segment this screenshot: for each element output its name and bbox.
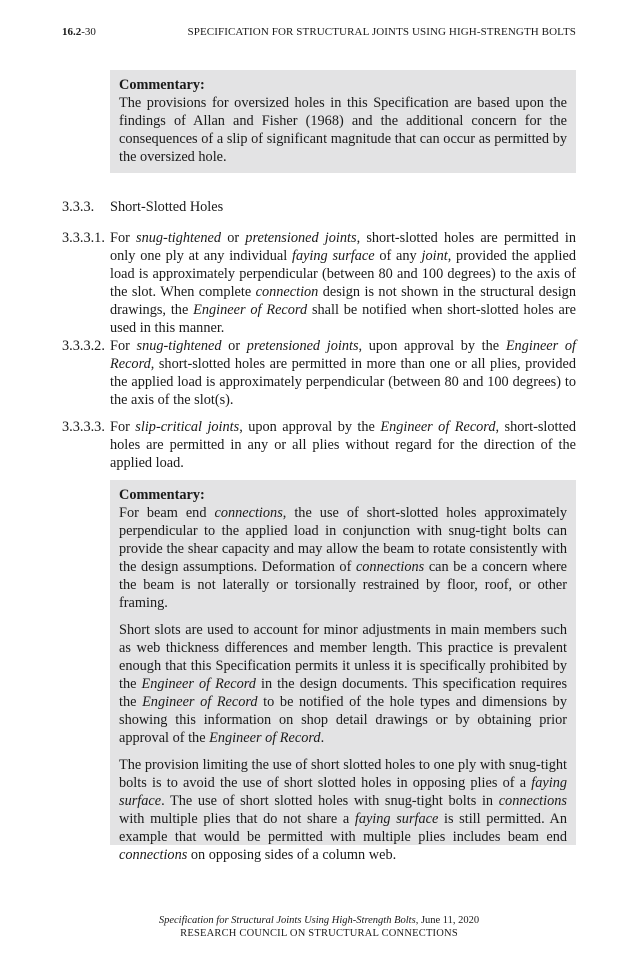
section-3-3-3-3 — [62, 418, 576, 472]
section-body: For snug-tightened or pretensioned joints, upon approval by the Engineer of Record, short-slotted holes are permitted in more than one or all plies, provided the applied load is approximately perpendicular (between 80 and 100 degrees) to the axis of the slot(s). — [110, 338, 577, 408]
section-number: 3.3.3.3. — [62, 419, 105, 435]
page-footer — [0, 914, 638, 940]
section-3-3-3-1 — [62, 229, 576, 337]
section-number: 3.3.3.2. — [62, 338, 105, 354]
page-header — [62, 26, 576, 40]
commentary-title: Commentary: — [119, 487, 205, 503]
section-body: For slip-critical joints, upon approval by the Engineer of Record, short-slotted holes are permitted in any or all plies without regard for the direction of the applied load. — [110, 419, 576, 471]
section-title: Short-Slotted Holes — [110, 199, 224, 215]
commentary-paragraph: The provisions for oversized holes in this Specification are based upon the findings of Allan and Fisher (1968) and the additional concern for the consequences of a slip of significant magnitude that can occur as permitted by the oversized hole. — [119, 95, 567, 165]
section-body: For snug-tightened or pretensioned joints, short-slotted holes are permitted in only one ply at any individual faying surface of any joint, provided the applied load is approximately perpendicular (between 80 and 100 degrees) to the axis of the slot. When complete connection design is not shown in the structural design drawings, the Engineer of Record shall be notified when short-slotted holes are used in this manner. — [110, 230, 577, 336]
footer-citation: Specification for Structural Joints Using High-Strength Bolts, June 11, 2020 — [158, 915, 480, 926]
running-title: SPECIFICATION FOR STRUCTURAL JOINTS USING HIGH-STRENGTH BOLTS — [187, 26, 576, 38]
commentary-paragraph: The provision limiting the use of short slotted holes to one ply with snug-tight bolts is to avoid the use of short slotted holes in opposing plies of a faying surface. The use of short slotted holes with snug-tight bolts in connections with multiple plies that do not share a faying surface is still permitted. An example that would be permitted with multiple plies includes beam end connections on opposing sides of a column web. — [119, 757, 567, 863]
section-number: 3.3.3.1. — [62, 230, 105, 246]
section-3-3-3-2 — [62, 337, 576, 409]
footer-publisher: RESEARCH COUNCIL ON STRUCTURAL CONNECTIONS — [180, 928, 458, 939]
section-number: 3.3.3. — [62, 199, 95, 215]
commentary-box-oversized — [110, 70, 576, 173]
page-number: 16.2-30 — [62, 26, 96, 38]
commentary-paragraph: Short slots are used to account for minor adjustments in main members such as web thickness differences and member length. This practice is prevalent enough that this Specification permits it unless it is specifically prohibited by the Engineer of Record in the design documents. This specification requires the Engineer of Record to be notified of the hole types and dimensions by showing this information on shop detail drawings or by obtaining prior approval of the Engineer of Record. — [119, 622, 568, 746]
commentary-paragraph: For beam end connections, the use of short-slotted holes approximately perpendicular to the applied load in conjunction with snug-tight bolts can provide the shear capacity and may allow the beam to rotate consistently with the design assumptions. Deformation of connections can be a concern where the beam is not laterally or torsionally restrained by floor, roof, or other framing. — [119, 505, 568, 611]
commentary-title: Commentary: — [119, 77, 205, 93]
section-3-3-3 — [62, 198, 576, 216]
commentary-box-short-slotted — [110, 480, 576, 863]
